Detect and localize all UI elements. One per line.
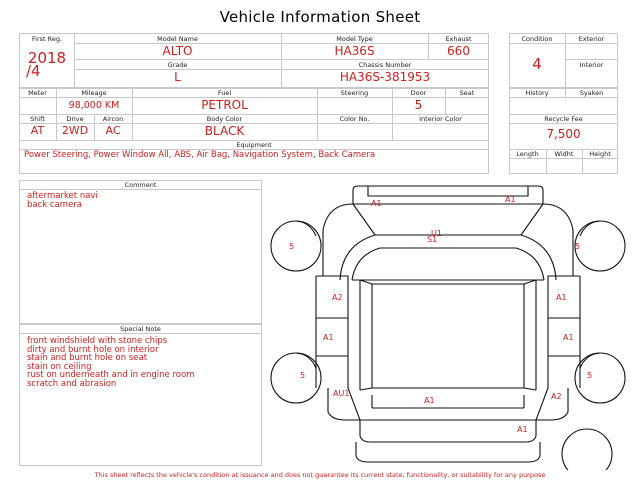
first-reg-year: 2018 — [27, 49, 67, 67]
damage-front-left: A1 — [371, 199, 382, 208]
fuel-value: PETROL — [201, 98, 248, 112]
damage-tire-fl: 5 — [289, 242, 295, 251]
damage-tire-rl: 5 — [300, 371, 306, 380]
damage-roof-u1: U1 — [431, 229, 442, 238]
recycle-fee-value: 7,500 — [546, 127, 581, 141]
damage-rear-right-quarter: A2 — [551, 392, 562, 401]
width-label: Widht — [554, 150, 574, 158]
model-type-value: HA36S — [334, 44, 375, 58]
door-value: 5 — [414, 98, 423, 112]
length-label: Length — [516, 150, 539, 158]
recycle-fee-label: Recycle Fee — [544, 115, 583, 123]
shift-label: Shift — [30, 115, 45, 123]
damage-front-right: A1 — [505, 195, 516, 204]
damage-rear-right-door: A1 — [563, 333, 574, 342]
equipment-value: Power Steering, Power Window All, ABS, Air Bag, Navigation System, Back Camera — [24, 150, 376, 160]
body-color-value: BLACK — [204, 124, 245, 138]
page-title: Vehicle Information Sheet — [219, 8, 421, 26]
damage-tire-rr: 5 — [587, 371, 593, 380]
chassis-label: Chassis Number — [358, 61, 412, 69]
grade-value: L — [174, 70, 181, 84]
exterior-label: Exterior — [578, 35, 605, 43]
drive-value: 2WD — [61, 124, 89, 137]
syaken-label: Syaken — [579, 89, 604, 97]
interior-color-label: Interior Color — [419, 115, 462, 123]
special-note-label: Special Note — [120, 325, 161, 333]
door-label: Door — [410, 89, 427, 97]
condition-value: 4 — [532, 55, 542, 73]
damage-roof-s1: S1 — [427, 235, 438, 244]
exhaust-label: Exhaust — [445, 35, 472, 43]
disclaimer-text: This sheet reflects the vehicle's condition at issuance and does not guarantee its current state, functionality, or suitability for any purpose — [94, 471, 546, 479]
mileage-label: Mileage — [81, 89, 107, 97]
meter-label: Meter — [28, 89, 47, 97]
damage-rear-left-quarter: AU1 — [333, 389, 350, 398]
shift-value: AT — [30, 124, 45, 137]
steering-label: Steering — [340, 89, 369, 97]
condition-label: Condition — [521, 35, 553, 43]
body-color-label: Body Color — [206, 115, 243, 123]
first-reg-month: /4 — [26, 62, 41, 80]
mileage-value: 98,000 KM — [68, 100, 120, 111]
comment-label: Comment — [124, 181, 157, 189]
model-type-label: Model Type — [336, 35, 373, 43]
damage-rear-bumper: A1 — [424, 396, 435, 405]
aircon-label: Aircon — [102, 115, 124, 123]
damage-front-right-door: A1 — [556, 293, 567, 302]
interior-label: Interior — [579, 61, 604, 69]
exhaust-value: 660 — [447, 44, 470, 58]
first-reg-label: First Reg. — [31, 35, 63, 43]
fuel-label: Fuel — [217, 89, 232, 97]
damage-rear-left-door: A1 — [323, 333, 334, 342]
history-label: History — [525, 89, 549, 97]
seat-label: Seat — [459, 89, 475, 97]
height-label: Height — [589, 150, 611, 158]
equipment-label: Equipment — [236, 141, 272, 149]
grade-label: Grade — [167, 61, 188, 69]
color-no-label: Color No. — [339, 115, 370, 123]
drive-label: Drive — [66, 115, 84, 123]
chassis-value: HA36S-381953 — [339, 70, 431, 84]
damage-tire-fr: 5 — [575, 242, 581, 251]
special-note-text: front windshield with stone chips dirty and burnt hole on interior stain and burnt hole on seat stain on ceiling rust on underneath and in engine room scratch and abrasion — [27, 336, 195, 389]
damage-tailgate: A1 — [517, 425, 528, 434]
car-body-diagram — [268, 178, 628, 470]
damage-front-left-door: A2 — [332, 293, 343, 302]
aircon-value: AC — [105, 124, 121, 137]
model-name-label: Model Name — [157, 35, 198, 43]
model-name-value: ALTO — [162, 44, 193, 58]
comment-text: aftermarket navi back camera — [27, 191, 98, 210]
